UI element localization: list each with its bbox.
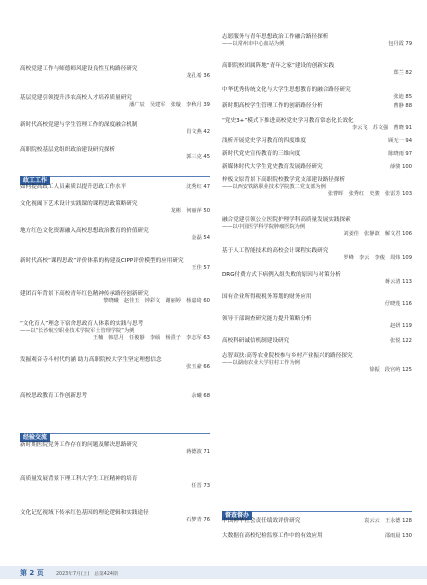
entry-meta: 王佳 57 (191, 265, 210, 271)
entry-meta: 沈秀红 47 (186, 184, 210, 190)
entry-title: 志智双扶:高等农业院校参与乡村产业振兴的路径探究 (222, 353, 353, 359)
toc-entry[interactable] (222, 118, 412, 132)
entry-title: 高职院校团属阵地“青年之家”建设的创新实践 (222, 63, 335, 69)
entry-subtitle: ——以中国医学科学院肿瘤医院为例 (222, 224, 306, 230)
entry-meta: 赵妍 119 (390, 323, 412, 329)
toc-entry[interactable] (20, 476, 210, 490)
entry-title: 新时期医院党务工作存在的问题及解决思路研究 (20, 442, 138, 448)
entry-title: “文化育人”理念下宿舍思政育人体系的实践与思考 (20, 321, 144, 327)
entry-title: 新时代高校党建与学生管理工作的深度融合机制 (20, 122, 138, 128)
section-header (20, 167, 210, 184)
entry-meta: 蒋德波 71 (186, 449, 210, 455)
entry-meta: 包丹霞 79 (388, 41, 412, 47)
entry-title: 建团百年背景下高校青年红色精神传承路径创新研究 (20, 291, 149, 297)
entry-meta: 龙彬 何丽萍 50 (170, 208, 210, 214)
entry-title: 高校科研诚信机制建设研究 (222, 338, 290, 344)
section-header (222, 502, 412, 519)
entry-meta: 黎晓曦 赵佳玉 钟彩文 谢丽婷 杨嘉琦 60 (103, 298, 210, 304)
entry-title: 浅析开展党史学习教育的四度维度 (222, 138, 306, 144)
toc-entry-meta (20, 184, 210, 191)
entry-subtitle: ——以“长沙航空职业技术学院军士管理学院”为例 (20, 328, 135, 334)
entry-meta: 袁云云 王永德 128 (364, 518, 412, 524)
toc-entry[interactable] (222, 87, 412, 101)
entry-title: 高质量发展背景下理工科大学生工匠精神的培育 (20, 476, 138, 482)
entry-title: 高校党建工作与师德师风建设良性互构路径研究 (20, 66, 138, 72)
toc-entry-meta (222, 533, 412, 540)
section-title: 督查督办 (222, 511, 252, 520)
entry-title: 大数据在高校纪检监察工作中的有效应用 (222, 533, 323, 539)
section-title: 政工工作 (20, 176, 50, 185)
entry-meta: 金磊 54 (191, 235, 210, 241)
entry-title: 高职院校基层党组织政治建设研究探析 (20, 147, 116, 153)
toc-entry[interactable] (20, 357, 210, 371)
entry-title: 志愿服务与青年思想政治工作融合路径探析 (222, 34, 329, 40)
entry-meta: 张曹晖 张秀红 史骏 张雷芳 103 (327, 191, 412, 197)
toc-entry[interactable] (222, 248, 412, 262)
toc-entry[interactable] (222, 272, 412, 286)
toc-entry[interactable] (222, 353, 412, 374)
toc-entry-meta (222, 103, 412, 110)
toc-entry[interactable] (20, 95, 210, 109)
page-number: 第 2 页 (20, 569, 44, 577)
entry-meta: 张迪 85 (393, 94, 412, 100)
toc-entry[interactable] (20, 510, 210, 524)
entry-title: 基层党建引领提升涉农高校人才培养质量研究 (20, 95, 132, 101)
toc-entry[interactable] (20, 291, 210, 305)
entry-meta: 张悦 122 (390, 338, 412, 344)
entry-meta: 曹静 88 (393, 103, 412, 109)
entry-title: 融合党建引领公立医院护理学科高质量发展实践探索 (222, 217, 351, 223)
entry-meta: 李云飞 苏文强 曹晓 91 (351, 125, 412, 131)
entry-subtitle: ——以湖南农业大学驻村工作为例 (222, 360, 300, 366)
toc-entry[interactable] (20, 258, 210, 272)
entry-meta: 邵雨晨 130 (384, 533, 412, 539)
toc-entry-meta (222, 41, 412, 48)
entry-title: 地方红色文化资源融入高校思想政治教育的价值研究 (20, 228, 149, 234)
entry-meta: 余曦 68 (191, 393, 210, 399)
entry-meta: 王楠 韩思月 任俊靜 李硕 杨熹子 李志军 63 (92, 335, 210, 341)
entry-subtitle: ——以西安铁路职业技术学院教二党支部为例 (222, 184, 326, 190)
section-header (20, 424, 210, 441)
entry-title: DRG付费方式下病例入组失败的原因与对策分析 (222, 272, 341, 278)
entry-title: 中华优秀传统文化与大学生思想教育的融合路径研究 (222, 87, 351, 93)
section-title: 经验交流 (20, 433, 50, 442)
entry-meta: 刘姜佳 张静歆 解文君 106 (343, 231, 412, 237)
entry-title: 新时代高校“课程思政”评价体系的构建及CIPP评价模型的应用研究 (20, 258, 184, 264)
toc-entry-meta (222, 518, 412, 525)
entry-title: 新时期高校学生管理工作的创新路径分析 (222, 103, 323, 109)
toc-entry[interactable] (20, 122, 210, 136)
entry-title: 文化记忆视域下传承红色基因的理论逻辑和实践途径 (20, 510, 149, 516)
entry-meta: 任晋 73 (191, 483, 210, 489)
toc-entry[interactable] (20, 147, 210, 161)
toc-entry-meta (222, 338, 412, 345)
entry-title: 文化视阈下艺术设计实践课的课程思政策略研究 (20, 201, 138, 207)
entry-meta: 蒋云清 113 (384, 279, 412, 285)
entry-meta: 郭三克 45 (186, 154, 210, 160)
toc-entry-meta (222, 151, 412, 158)
entry-meta: 薛骏 100 (390, 164, 412, 170)
toc-entry-meta (20, 393, 210, 400)
entry-title: 梓板文原背景下高职院校教学党支部建设路径探析 (222, 177, 346, 183)
entry-meta: 徐振 段官屿 125 (369, 367, 412, 373)
entry-meta: 郑兰 82 (393, 70, 412, 76)
issue-info: 2023年7月(上) 总第424期 (56, 572, 118, 577)
entry-meta: 陈晓雨 97 (388, 151, 412, 157)
entry-title: 国有企业所得税税务筹划的财务应用 (222, 294, 312, 300)
toc-entry[interactable] (20, 201, 210, 215)
entry-title: 发掘观音寺斗村代约涵 助力高职院校大学生坚定理想信念 (20, 357, 162, 363)
toc-entry[interactable] (222, 217, 412, 238)
entry-meta: 石梦青 76 (186, 517, 210, 523)
entry-title: “党史3+”模式下推进高校党史学习教育常态化长效化 (222, 118, 354, 124)
entry-title: 如何提高政工人员素质以提升思政工作水平 (20, 184, 127, 190)
entry-title: 领导干部调查研究能力提升策略分析 (222, 316, 312, 322)
entry-title: 高校思政教育工作创新思考 (20, 393, 88, 399)
toc-entry-meta (222, 138, 412, 145)
toc-entry[interactable] (20, 228, 210, 242)
toc-entry[interactable] (222, 294, 412, 308)
toc-entry[interactable] (20, 442, 210, 456)
entry-title: 新时代党史宣传教育的三维向度 (222, 151, 301, 157)
entry-title: 基于人工智能技术的高校会计课程实践研究 (222, 248, 329, 254)
entry-meta: 龙孔希 36 (186, 73, 210, 79)
toc-entry[interactable] (222, 177, 412, 198)
page-footer (0, 560, 427, 585)
entry-meta: 仔晓莲 116 (384, 301, 412, 307)
toc-entry[interactable] (222, 63, 412, 77)
entry-subtitle: ——以常州市中心血站为例 (222, 41, 285, 47)
entry-title: 中国神华社会责任绩效评价研究 (222, 518, 301, 524)
entry-title: 新媒体时代大学生党史教育发展路径研究 (222, 164, 323, 170)
entry-meta: 张玉豪 66 (186, 364, 210, 370)
toc-entry-meta (222, 164, 412, 171)
entry-meta: 罗峰 李云 李俊 周炜 109 (343, 255, 412, 261)
entry-meta: 顾无一 94 (388, 138, 412, 144)
toc-entry[interactable] (20, 321, 210, 342)
entry-meta: 肖文燕 42 (186, 129, 210, 135)
toc-entry[interactable] (222, 316, 412, 330)
entry-meta: 潘广辰 吴建军 张璇 李秋月 39 (129, 102, 210, 108)
toc-entry[interactable] (20, 66, 210, 80)
